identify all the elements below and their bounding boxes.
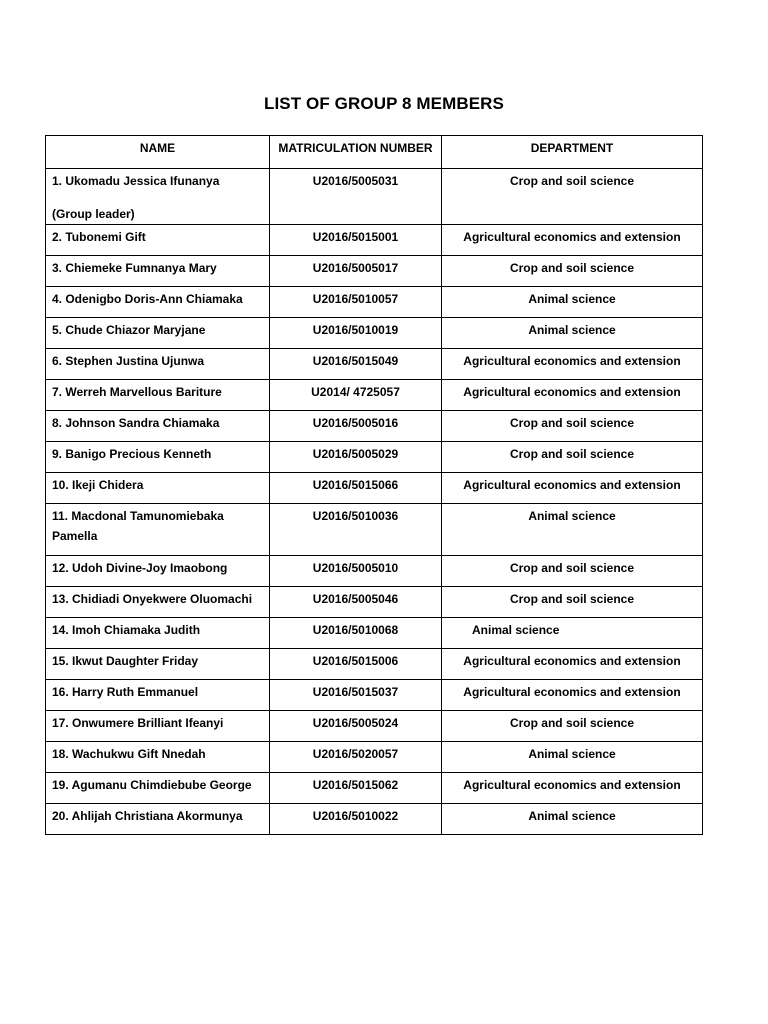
member-name: 5. Chude Chiazor Maryjane [46,318,270,349]
member-department: Crop and soil science [442,711,703,742]
table-row [46,349,703,380]
member-name: 15. Ikwut Daughter Friday [46,649,270,680]
member-matric-number: U2016/5010022 [270,804,442,835]
member-matric-number: U2016/5005017 [270,256,442,287]
table-row [46,742,703,773]
member-matric-number: U2016/5015049 [270,349,442,380]
table-row [46,287,703,318]
member-matric-number: U2016/5005010 [270,556,442,587]
table-header-row [46,136,703,169]
page-title: LIST OF GROUP 8 MEMBERS [263,94,504,113]
member-matric-number: U2016/5015037 [270,680,442,711]
member-name: 11. Macdonal Tamunomiebaka Pamella [46,504,270,556]
member-matric-number: U2014/ 4725057 [270,380,442,411]
member-name: 10. Ikeji Chidera [46,473,270,504]
column-header-name: NAME [46,136,270,169]
member-matric-number: U2016/5015006 [270,649,442,680]
table-row [46,649,703,680]
member-name: 14. Imoh Chiamaka Judith [46,618,270,649]
table-row [46,256,703,287]
table-row [46,411,703,442]
member-name: 20. Ahlijah Christiana Akormunya [46,804,270,835]
member-department: Animal science [442,318,703,349]
member-name: 18. Wachukwu Gift Nnedah [46,742,270,773]
table-row [46,473,703,504]
member-name: 13. Chidiadi Onyekwere Oluomachi [46,587,270,618]
member-matric-number: U2016/5015066 [270,473,442,504]
member-department: Animal science [442,504,703,556]
member-department: Agricultural economics and extension [442,380,703,411]
table-row [46,773,703,804]
member-matric-number: U2016/5010036 [270,504,442,556]
table-row [46,318,703,349]
member-department: Agricultural economics and extension [442,680,703,711]
member-department: Agricultural economics and extension [442,473,703,504]
member-name: 19. Agumanu Chimdiebube George [46,773,270,804]
member-department: Animal science [442,287,703,318]
member-matric-number: U2016/5005046 [270,587,442,618]
member-department: Crop and soil science [442,411,703,442]
member-department: Crop and soil science [442,587,703,618]
table-row [46,380,703,411]
table-row [46,225,703,256]
member-name: 17. Onwumere Brilliant Ifeanyi [46,711,270,742]
table-row [46,556,703,587]
member-name: 7. Werreh Marvellous Bariture [46,380,270,411]
member-department: Animal science [442,618,703,649]
member-department: Agricultural economics and extension [442,649,703,680]
member-matric-number: U2016/5015001 [270,225,442,256]
column-header-matriculation-number: MATRICULATION NUMBER [270,136,442,169]
member-name-cell [46,169,270,225]
member-department: Crop and soil science [442,556,703,587]
member-matric-number: U2016/5010068 [270,618,442,649]
member-department: Agricultural economics and extension [442,349,703,380]
member-matric-number: U2016/5010019 [270,318,442,349]
member-matric-number: U2016/5020057 [270,742,442,773]
table-row [46,618,703,649]
member-name: 2. Tubonemi Gift [46,225,270,256]
members-table [45,135,703,835]
member-department: Agricultural economics and extension [442,225,703,256]
member-matric-number: U2016/5010057 [270,287,442,318]
member-department: Crop and soil science [442,442,703,473]
member-name: 9. Banigo Precious Kenneth [46,442,270,473]
member-matric-number: U2016/5005024 [270,711,442,742]
member-name: 4. Odenigbo Doris-Ann Chiamaka [46,287,270,318]
member-name: 6. Stephen Justina Ujunwa [46,349,270,380]
table-row [46,169,703,225]
table-row [46,680,703,711]
member-department: Animal science [442,742,703,773]
member-department: Animal science [442,804,703,835]
member-department: Crop and soil science [442,169,703,225]
member-name: 3. Chiemeke Fumnanya Mary [46,256,270,287]
member-name: 1. Ukomadu Jessica Ifunanya [52,174,220,188]
member-name: 8. Johnson Sandra Chiamaka [46,411,270,442]
member-matric-number: U2016/5015062 [270,773,442,804]
column-header-department: DEPARTMENT [442,136,703,169]
table-row [46,587,703,618]
member-name: 12. Udoh Divine-Joy Imaobong [46,556,270,587]
member-name: 16. Harry Ruth Emmanuel [46,680,270,711]
member-department: Agricultural economics and extension [442,773,703,804]
member-role-note: (Group leader) [52,207,135,221]
member-department: Crop and soil science [442,256,703,287]
table-row [46,442,703,473]
member-matric-number: U2016/5005016 [270,411,442,442]
member-matric-number: U2016/5005029 [270,442,442,473]
table-row [46,711,703,742]
table-row [46,804,703,835]
member-matric-number: U2016/5005031 [270,169,442,225]
table-row [46,504,703,556]
